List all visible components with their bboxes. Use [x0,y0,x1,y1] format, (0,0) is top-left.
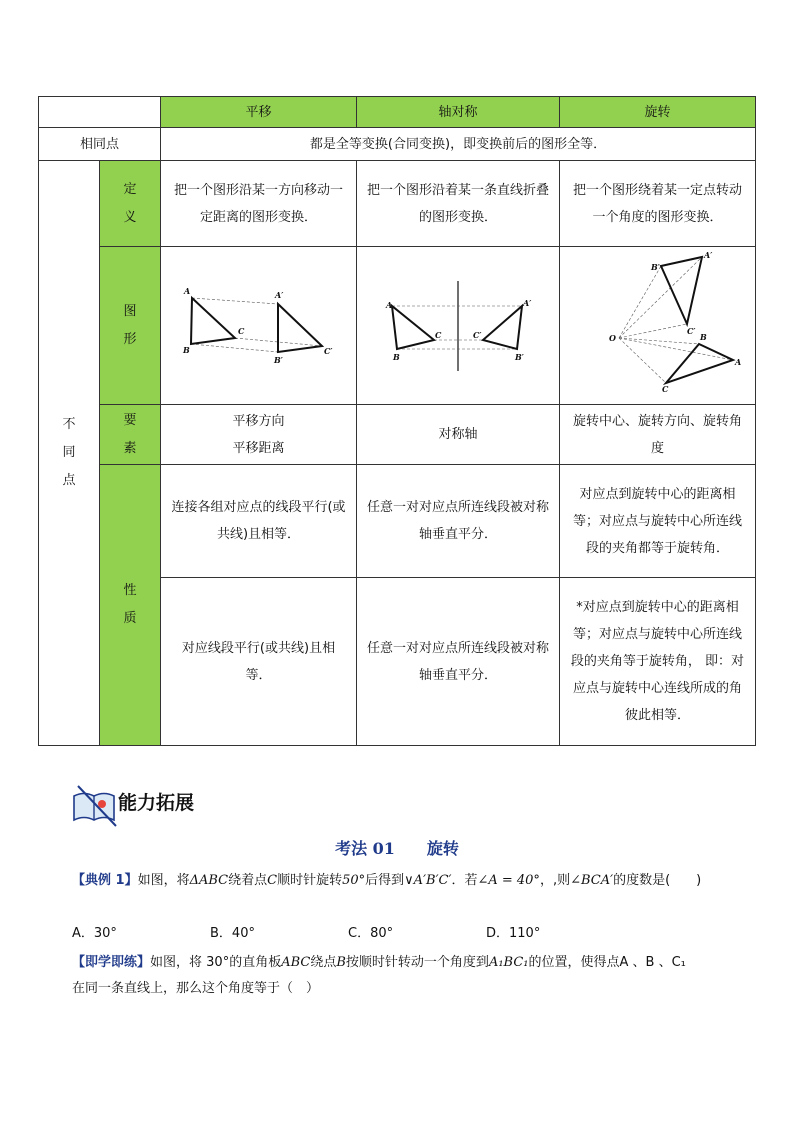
same-label: 相同点 [39,128,161,161]
header-blank [39,97,161,128]
method-heading [0,836,794,859]
option-d[interactable]: D．110° [486,926,541,941]
example-text: 后得到 [365,873,405,888]
option-c[interactable]: C．80° [348,926,394,941]
example-text: 如图，将 [137,873,190,888]
label-A: A [734,356,741,367]
answer-options [72,922,624,941]
example-text: 绕着点 [228,873,268,888]
comparison-table [38,96,756,746]
label-B-prime: B′ [650,261,660,272]
example-text: ，,则 [539,873,571,888]
label-A-prime: A′ [703,251,712,260]
property-translation-2: 对应线段平行(或共线)且相等． [161,578,357,746]
label-A: A [386,299,393,310]
property-label: 性质 [100,465,161,746]
property-rotation-1: 对应点到旋转中心的距离相等；对应点与旋转中心所连线段的夹角都等于旋转角． [560,465,756,578]
same-text: 都是全等变换(合同变换)，即变换前后的图形全等． [161,128,756,161]
label-A-prime: A′ [274,289,283,300]
reflection-diagram [373,276,543,376]
header-row [39,97,756,128]
rotation-diagram [573,252,743,400]
math-angle-a: ∠A = 40° [477,873,540,888]
option-a[interactable]: A．30° [72,926,117,941]
diff-label: 不同点 [39,161,100,746]
property-reflection-1: 任意一对对应点所连线段被对称轴垂直平分． [357,465,560,578]
practice-text: 在同一条直线上，那么这个角度等于（ ） [72,981,320,996]
label-C-prime: C′ [686,325,695,336]
rotation-figure-cell [560,247,756,405]
practice-question [72,950,752,1002]
same-row [39,128,756,161]
property-row-1 [39,465,756,578]
definition-rotation: 把一个图形绕着某一定点转动一个角度的图形变换． [560,161,756,247]
open-book-pencil-icon [70,782,118,828]
label-B-prime: B′ [515,351,524,362]
label-C-prime: C′ [473,329,482,340]
label-C: C [237,325,244,336]
definition-row [39,161,756,247]
practice-text: 绕点 [310,955,337,970]
math-abc: ABC [281,955,311,970]
label-B: B [182,344,190,355]
property-reflection-2: 任意一对对应点所连线段被对称轴垂直平分． [357,578,560,746]
elements-translation: 平移方向平移距离 [161,405,357,465]
math-point-c: C [267,873,278,888]
example-text: ．若 [451,873,478,888]
practice-tag: 【即学即练】 [72,955,151,970]
practice-text: 按顺时针转动一个角度到 [345,955,489,970]
label-C: C [661,383,668,394]
label-C-prime: C′ [323,345,332,356]
label-A: A [183,285,190,296]
label-A-prime: A′ [523,297,532,308]
property-rotation-2: *对应点到旋转中心的距离相等；对应点与旋转中心所连线段的夹角等于旋转角， 即：对应点与旋转中心连线所成的角彼此相等． [560,578,756,746]
translation-diagram [174,276,344,376]
example-tag: 【典例 1】 [72,873,138,888]
option-b[interactable]: B．40° [210,926,255,941]
header-translation: 平移 [161,97,357,128]
practice-text: 的位置，使得点A 、B 、C₁ [528,955,686,970]
example-text: 的度数是( ) [613,873,702,888]
practice-text: 如图，将 30°的直角板 [150,955,282,970]
elements-row [39,405,756,465]
math-triangle-abc: ΔABC [189,873,229,888]
method-number: 考法 01 [335,839,395,858]
elements-rotation: 旋转中心、旋转方向、旋转角度 [560,405,756,465]
section-title: 能力拓展 [118,792,195,814]
example-text: 顺时针旋转 [277,873,343,888]
label-B-prime: B′ [273,354,283,365]
figure-label: 图形 [100,247,161,405]
math-angle-50: 50° [342,873,366,888]
definition-translation: 把一个图形沿某一方向移动一定距离的图形变换． [161,161,357,247]
reflection-figure-cell [357,247,560,405]
header-reflection: 轴对称 [357,97,560,128]
elements-label: 要素 [100,405,161,465]
figure-row [39,247,756,405]
definition-label: 定义 [100,161,161,247]
elements-reflection: 对称轴 [357,405,560,465]
example-1 [72,868,752,894]
math-a1bc1: A₁BC₁ [488,955,529,970]
label-B: B [393,351,400,362]
label-O: O [608,332,616,343]
method-title: 旋转 [426,839,459,858]
property-translation-1: 连接各组对应点的线段平行(或共线)且相等． [161,465,357,578]
label-C: C [435,329,442,340]
math-b: B [336,955,346,970]
label-B: B [699,331,707,342]
translation-figure-cell [161,247,357,405]
definition-reflection: 把一个图形沿着某一条直线折叠的图形变换． [357,161,560,247]
math-angle-bca: ∠BCA′ [570,873,614,888]
math-triangle-prime: ∨A′B′C′ [404,873,452,888]
header-rotation: 旋转 [560,97,756,128]
